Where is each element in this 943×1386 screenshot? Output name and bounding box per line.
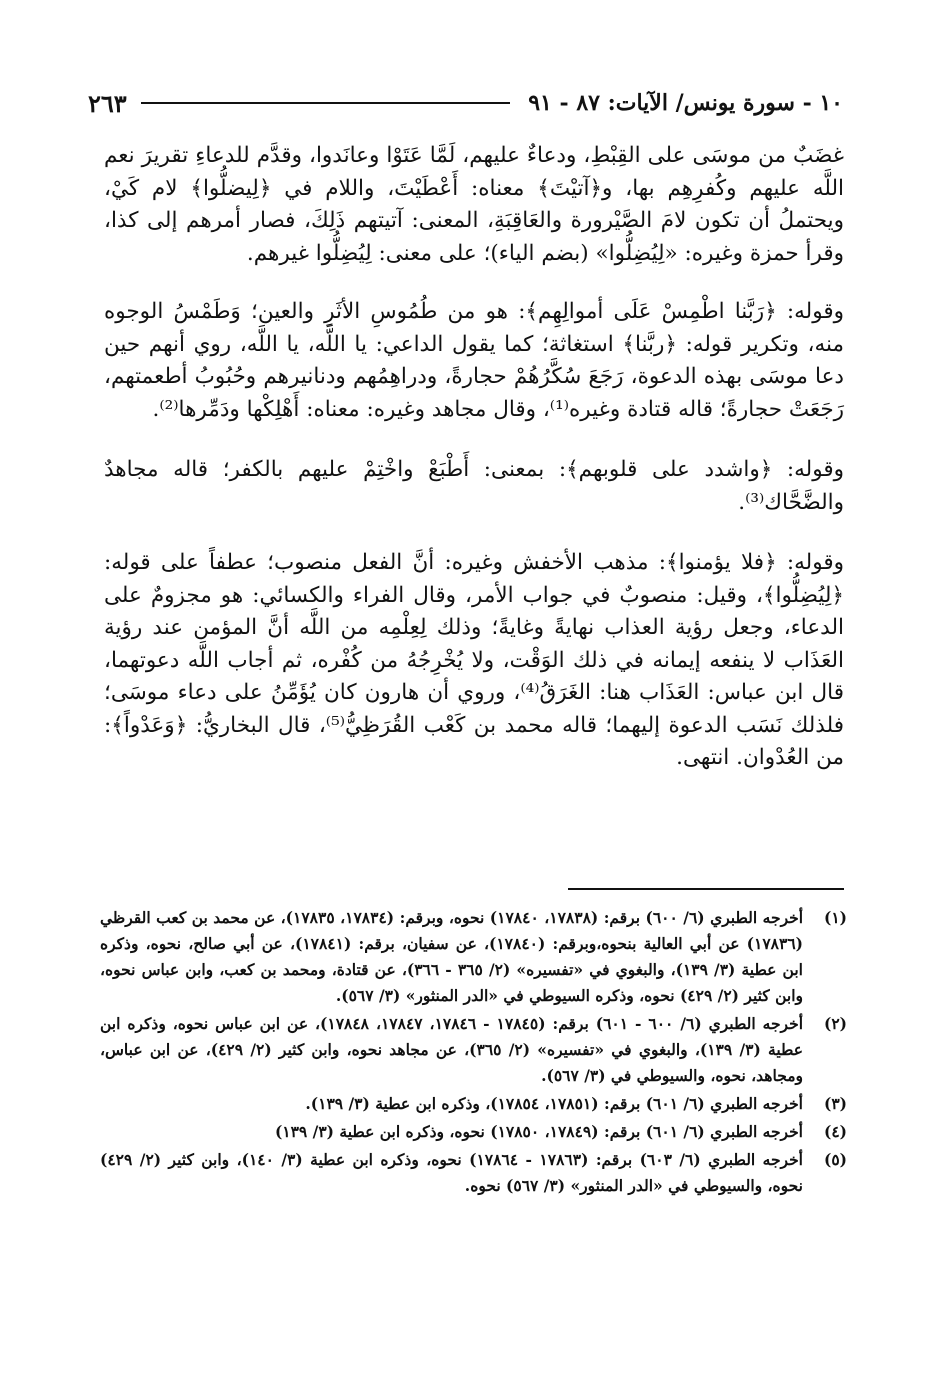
surah-heading: ١٠ - سورة يونس/ الآيات: ٨٧ - ٩١ (528, 90, 843, 116)
footnote-separator (568, 888, 844, 890)
header-rule (141, 102, 511, 104)
footnote-number: (٢) (823, 1014, 847, 1033)
main-text (104, 140, 844, 803)
footnote (100, 905, 847, 1009)
paragraph: وقوله: ﴿رَبَّنا اطْمِسْ عَلَى أموالِهِم﴾: هو من طُمُوسِ الأثَرِ والعين؛ وَطَمْسُ الوجوه منه، وتكرير قوله: ﴿ربَّنا﴾ استغاثة؛ كما يقول الداعي: يا اللَّه، يا اللَّه، روي أنهم حين دعا موسَى بهذه الدعوة، رَجَعَ سُكَّرُهُمْ حجارةً، ودراهِمُهم ودنانيرهم وحُبُوبُ أطعمتهم، رَجَعَتْ حجارةً؛ قاله قتادة وغيره⁽¹⁾، وقال مجاهد وغيره: معناه: أَهْلِكْها ودَمِّرها⁽²⁾. (104, 299, 844, 422)
page-number: ٢٦٣ (88, 88, 127, 118)
footnote (100, 1147, 847, 1199)
footnote-text: أخرجه الطبري (٦/ ٦٠٣) برقم: (١٧٨٦٣ - ١٧٨٦٤) نحوه، وذكره ابن عطية (٣/ ١٤٠)، وابن كثير (٢/ ٤٢٩) نحوه، والسيوطي في «الدر المنثور» (٣/ ٥٦٧) نحوه. (100, 1150, 803, 1195)
footnote (100, 1091, 847, 1117)
footnote-text: أخرجه الطبري (٦/ ٦٠١) برقم: (١٧٨٥١، ١٧٨٥٤)، وذكره ابن عطية (٣/ ١٣٩). (305, 1094, 803, 1113)
paragraph: غضَبٌ من موسَى على القِبْطِ، ودعاءٌ عليهم، لَمَّا عَتَوْا وعانَدوا، وقدَّم للدعاءِ تقريرَ نعم اللَّه عليهم وكُفرِهِم بها، و﴿آتيْتَ﴾ معناه: أَعْطَيْتَ، واللام في ﴿لِيضلُّوا﴾ لام كَيْ، ويحتملُ أن تكون لامَ الصَّيْرورة والعَاقِبَةِ، المعنى: آتيتهم ذَلِكَ، فصار أمرهم إلى كذا، وقرأ حمزة وغيره: «لِيُضِلُّوا» (بضم الياء)؛ على معنى: لِيُضِلُّوا غيرهم. (104, 143, 844, 266)
footnote-number: (١) (823, 908, 847, 927)
paragraph: وقوله: ﴿واشدد على قلوبهم﴾: بمعنى: أَطْبَعْ واخْتِمْ عليهم بالكفر؛ قاله مجاهدٌ والضَّحَّاك⁽³⁾. (104, 457, 844, 515)
footnote-text: أخرجه الطبري (٦/ ٦٠١) برقم: (١٧٨٤٩، ١٧٨٥٠) نحوه، وذكره ابن عطية (٣/ ١٣٩) (274, 1122, 803, 1141)
paragraph: وقوله: ﴿فلا يؤمنوا﴾: مذهب الأخفش وغيره: أنَّ الفعل منصوب؛ عطفاً على قوله: ﴿لِيُضِلُّوا﴾، وقيل: منصوبٌ في جواب الأمر، وقال الفراء والكسائي: هو مجزومٌ على الدعاء، وجعل رؤية العذاب نهايةً وغايةً؛ وذلك لِعِلْمِه من اللَّه أنَّ المؤمن عند رؤية العَذَاب لا ينفعه إيمانه في ذلك الوَقْت، ولا يُخْرِجُهُ من كُفْره، ثم أجاب اللَّه دعوتهما، قال ابن عباس: العَذَاب هنا: الغَرَقُ⁽⁴⁾، وروي أن هارون كان يُؤَمِّنُ على دعاء موسَى؛ فلذلك نَسَب الدعوة إليهما؛ قاله محمد بن كَعْب القُرَظِيُّ⁽⁵⁾، قال البخاريُّ: ﴿وَعَدْواً﴾: من العُدْوان. انتهى. (104, 550, 844, 770)
footnote (100, 1011, 847, 1089)
footnotes (100, 905, 847, 1201)
footnote-text: أخرجه الطبري (٦/ ٦٠٠ - ٦٠١) برقم: (١٧٨٤٥ - ١٧٨٤٦، ١٧٨٤٧، ١٧٨٤٨)، عن ابن عباس نحوه، وذكره ابن عطية (٣/ ١٣٩)، والبغوي في «تفسيره» (٢/ ٣٦٥)، عن مجاهد نحوه، وابن كثير (٢/ ٤٢٩)، عن ابن عباس، ومجاهد، نحوه، والسيوطي في (٣/ ٥٦٧). (100, 1014, 803, 1085)
footnote-number: (٤) (823, 1122, 847, 1141)
footnote-number: (٥) (823, 1150, 847, 1169)
footnote-number: (٣) (823, 1094, 847, 1113)
footnote (100, 1119, 847, 1145)
footnote-text: أخرجه الطبري (٦/ ٦٠٠) برقم: (١٧٨٣٨، ١٧٨٤٠) نحوه، وبرقم: (١٧٨٣٤، ١٧٨٣٥)، عن محمد بن كعب القرظي (١٧٨٣٦) عن أبي العالية بنحوه،وبرقم: (١٧٨٤٠)، عن سفيان، برقم: (١٧٨٤١)، عن أبي صالح، نحوه، وذكره ابن عطية (٣/ ١٣٩)، والبغوي في «تفسيره» (٢/ ٣٦٥ - ٣٦٦)، عن قتادة، ومحمد بن كعب، وابن عباس نحوه، وابن كثير (٢/ ٤٢٩) نحوه، وذكره السيوطي في «الدر المنثور» (٣/ ٥٦٧). (100, 908, 804, 1005)
running-header (88, 86, 843, 120)
